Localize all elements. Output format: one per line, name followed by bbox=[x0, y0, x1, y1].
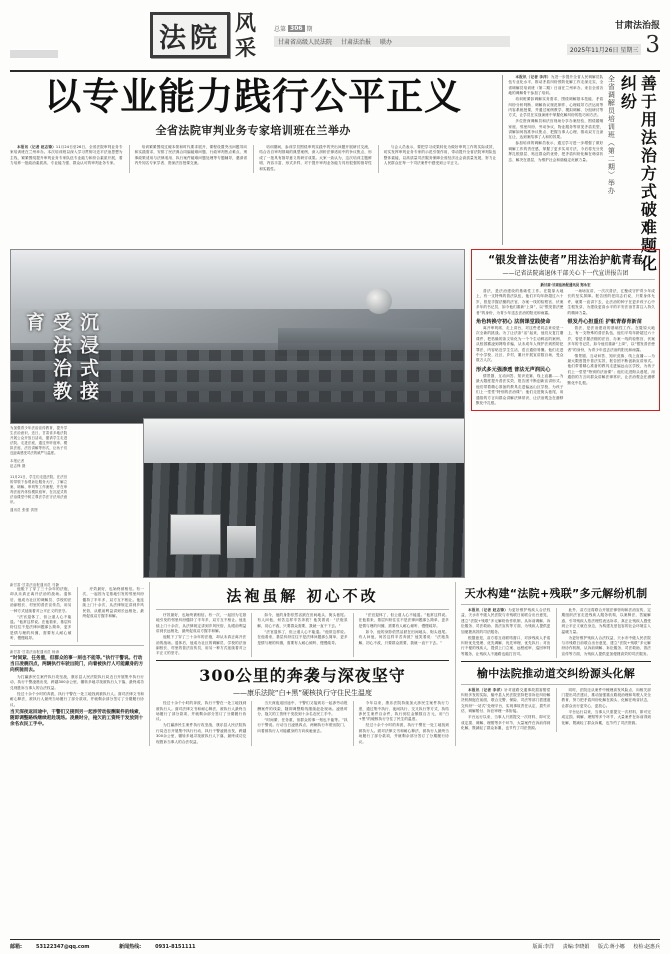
hotline-value: 0931-8151111 bbox=[155, 944, 196, 950]
sponsor-bar bbox=[274, 36, 510, 47]
featured-column-2 bbox=[568, 289, 656, 407]
right-para-1: 为进一步提升全省人民调解员队伍专业化水平，推动矛盾纠纷预防化解工作走深走实，全省调解员培训班（第二期）日前在兰州举办，来自全省各地的调解骨干参加了培训。 bbox=[508, 75, 604, 96]
page-footer bbox=[10, 939, 660, 950]
issue-number: 306 bbox=[290, 25, 303, 32]
footer-divider bbox=[10, 939, 660, 940]
credit-2: 责编:李晓娟 bbox=[562, 944, 590, 950]
featured-headline: “银发普法使者”用法治护航青春 bbox=[488, 254, 643, 266]
fapao-divider bbox=[156, 609, 449, 610]
featured-body-4 bbox=[568, 289, 656, 316]
paper-name: 甘肃法治报 bbox=[614, 21, 660, 31]
publication-date: 2025年11月26日 星期三 bbox=[567, 44, 641, 55]
right-para-4: 参加培训的调解员表示，通过学习进一步增强了做好调解工作的责任感，掌握了更多实用方法，今后将充分发挥扎根基层、贴近群众的优势，把矛盾纠纷化解在萌芽状态、解决在基层，为维护社会和谐稳定贡献力量。 bbox=[508, 141, 604, 162]
issue-unit: 期 bbox=[306, 26, 313, 33]
jsl-mid-para-4: “时间紧、任务重，但群众的事一刻也不能等。”执行干警说。行动当日凌晨四点，两辆执行车驶出院门，向着被执行人可能藏身的方向疾驰而去。 bbox=[257, 717, 348, 733]
featured-columns bbox=[476, 289, 655, 407]
photo-group bbox=[10, 249, 465, 578]
jsl-mid-col-3 bbox=[353, 701, 449, 745]
photo-overlay-title: 沉浸式接受法治教育 bbox=[23, 312, 99, 404]
tianshui-col-2 bbox=[556, 608, 652, 658]
fapao-mid-para-5: “法官退休了，但公道人心不能退。”他常这样说。在他看来，基层纠纷往往不是法律问题那么简单，更多是情与理的纠缠，需要有人耐心倾听、慢慢疏导。 bbox=[358, 613, 449, 628]
yuzhong-para-4: 平台运行以来，当事人只需提交一次材料，即可完成定损、调解、理赔等多个环节，大量案件在诉前得到化解，既减轻了群众诉累，也节约了司法资源。 bbox=[561, 709, 651, 725]
mid-story-divider bbox=[156, 660, 449, 661]
jsl-subhead: ——康乐法院“白+黑”硬核执行守住民生温度 bbox=[232, 689, 373, 698]
email-label: 邮箱: bbox=[10, 944, 22, 950]
jsl-para-2: 经过十余个小时的奔波，执行干警在一处工地找到被执行人。面对法律文书和耐心释法，被执行人最终当场履行了部分款项，并就剩余部分签订了分期履行协议。 bbox=[10, 691, 144, 707]
fapao-para-1: 他脱下了穿了三十余年的法袍，却从未真正离开法治的战场。退休后，他成为社区的调解员、学校的法治副校长、村里的普法宣传员，用另一种方式延续着对公平正义的坚守。 bbox=[10, 587, 72, 613]
credit-3: 版式:蒋小娜 bbox=[598, 944, 625, 950]
fapao-mid-col-3 bbox=[353, 613, 449, 657]
yuzhong-para-3: 同时，法院还从案件中梳理高发风险点，向相关部门提出司法建议，推动加强重点路段治理和驾驶人安全教育，努力把矛盾纠纷化解在源头、化解在萌芽状态，让群众出行更安心、更放心。 bbox=[561, 687, 651, 708]
masthead-info bbox=[274, 24, 510, 47]
sponsor-1: 甘肃省高级人民法院 bbox=[278, 39, 333, 46]
featured-para-5: 普法，是法治建设的基础性工作。在陇原大地上，有一支特殊的普法队伍，他们平均年龄超过六十岁，曾是手握法槌的法官、办案一线的检察官、伏案多年的书记员，如今他们重新“上岗”，以“银发普法使者”的身份，为青少年送去法治的阳光和雨露。 bbox=[567, 326, 655, 352]
jsl-mid-col-1 bbox=[156, 701, 246, 745]
featured-body-2 bbox=[476, 326, 564, 364]
fapao-mid-col-2 bbox=[251, 613, 347, 657]
lead-byline: 本报讯（记者 赵志锋） bbox=[17, 145, 56, 149]
yuzhong-columns bbox=[461, 688, 651, 732]
caption-bottom: 11月21日，学生们走进法院，在法官的带领下参观诉讼服务大厅，了解立案、调解、审判等工作流程，并在审判法庭内体验模拟庭审，在沉浸式的法治课堂中树立尊法学法守法用法意识。 bbox=[10, 475, 68, 504]
jsl-left-body bbox=[10, 675, 144, 708]
tianshui-para-3: 此外，双方还将联合开展法律咨询和法治宣传，定期组织法官走进残疾人服务机构，以案释法、答疑解惑，引导残疾人依法理性表达诉求，真正让残疾人感受到公平正义就在身边，为构建友爱包容的社会环境注入温暖力量。 bbox=[561, 608, 651, 634]
yuzhong-divider bbox=[461, 684, 651, 685]
sponsor-2: 甘肃法治报 bbox=[341, 39, 372, 46]
logo-side-char-2: 采 bbox=[235, 35, 256, 60]
red-bordered-box bbox=[471, 249, 660, 411]
photo-wall bbox=[144, 419, 464, 463]
featured-section-title-2: 形式多元强渗透 普法无声润民心 bbox=[476, 366, 551, 373]
lower-right-column bbox=[455, 582, 651, 746]
lower-section bbox=[10, 582, 660, 746]
fapao-mid-para-3: 如今，他的身影依然活跃在田间地头、街头巷尾。有人问他，何苦这样辛苦奔波？他笑着说：“法袍虽解，初心不改，只要群众需要，我就一直干下去。” bbox=[257, 613, 348, 628]
lower-middle-column bbox=[150, 582, 455, 746]
sponsor-3: 联办 bbox=[380, 39, 393, 46]
lead-para-1: 11月24日至26日，全省法院审判业务专家培训班在兰州举办。本次培训班以深入学习贯彻习近平法治思想为主线，紧紧围绕提升审判业务专家队伍专业能力和综合素质开展，着力培养一批政治素质高、专业能力强、群众认可的审判业务专家。 bbox=[10, 145, 123, 166]
issue-label: 总第 bbox=[274, 26, 287, 33]
issue-line bbox=[274, 24, 510, 33]
tianshui-para-1: 为更好维护残疾人合法权益，天水市中级人民法院与市残联日前联合出台意见，建立“法院+残联”多元解纷协作机制，从诉前调解、诉讼服务、司法救助、普法宣传等方面，为残疾人提供更加便捷高效的司法服务。 bbox=[461, 608, 551, 634]
jsl-subsection: “时间紧、任务重，但群众的事一刻也不能等。”执行干警说。行动当日凌晨四点，两辆执行车驶出院门，向着被执行人可能藏身的方向疾驰而去。 bbox=[10, 656, 144, 674]
lead-column-1 bbox=[10, 145, 123, 173]
caption-credit-1: 本报记者 bbox=[10, 459, 25, 463]
right-byline: 本报讯（记者 李洋） bbox=[515, 75, 551, 79]
lower-left-column bbox=[10, 582, 150, 746]
lead-column-2 bbox=[129, 145, 248, 173]
fapao-para-3: 疗效最好，也始终被相信。有一次，一起因为宅基地引发的邻里纠纷僵持了半年多，双方互不相让。他连续上门十余次，从法律规定讲到乡风民俗，从眼前利益讲到长远相处，最终促成双方握手和解。 bbox=[82, 587, 144, 619]
right-para-2: 培训班紧扣调解实务需求，围绕调解基本技能、矛盾纠纷分析判断、调解协议规范制作、心理疏导方法运用等内容系统授课，并通过案例教学、模拟调解、分组研讨等方式，让学员在实战演练中掌握化解纠纷的技巧和方法。 bbox=[508, 97, 604, 118]
tianshui-byline: 本报讯（记者 赵志锋） bbox=[468, 608, 509, 612]
featured-para-3: 情景剧、互动问答、知识竞赛、线上直播……为最大限度提升普法实效，报告团不断创新宣讲形式。他们带着精心准备的教具走进偏远山区学校，为孩子们上一堂堂“特别的法治课”；他们走进街头巷尾，用通俗的方言向群众讲解法律常识，让法治观念在潜移默化中扎根。 bbox=[476, 373, 564, 405]
fapao-left-cols bbox=[10, 587, 144, 642]
courtroom-photo bbox=[10, 249, 465, 424]
jsl-mid-para-3: 当天深夜返回途中，干警们又接到另一起涉劳动报酬案件的线索，随即调整路线继续赶赴现场。凌晨时分，拖欠的工资终于发放到十余名农民工手中。 bbox=[257, 701, 348, 717]
caption-top: 为加强青少年法治宣传教育，提升学生法治意识，近日，甘肃省多地法院开展公众开放日活动，邀请学生走进法院、走进法庭，通过旁听庭审、模拟法庭、法官讲解等形式，让孩子们近距离感受司法的威严与温度。 bbox=[10, 426, 68, 455]
fapao-mid-col-1 bbox=[156, 613, 246, 657]
featured-para-6: 情景剧、互动问答、知识竞赛、线上直播……为最大限度提升普法实效，报告团不断创新宣讲形式。他们带着精心准备的教具走进偏远山区学校，为孩子们上一堂堂“特别的法治课”；他们走进街头巷尾，用通俗的方言向群众讲解法律常识，让法治观念在潜移默化中扎根。 bbox=[567, 353, 655, 385]
jsl-headline: 300公里的奔袭与深夜坚守 bbox=[199, 666, 406, 686]
logo-main-text: 法院 bbox=[159, 22, 221, 54]
footer-credits bbox=[525, 943, 660, 950]
credit-4: 校检:赵惠兵 bbox=[633, 944, 660, 950]
featured-body-5 bbox=[568, 326, 656, 386]
publication-logo bbox=[150, 6, 256, 64]
right-story-text bbox=[508, 75, 603, 245]
photo-banner-2 bbox=[227, 526, 256, 558]
fapao-col-b bbox=[77, 587, 145, 642]
photo-ceiling bbox=[11, 250, 464, 309]
yuzhong-headline: 榆中法院推动道交纠纷源头化解 bbox=[476, 666, 636, 680]
lead-column-4 bbox=[378, 145, 497, 173]
caption-top-text bbox=[10, 426, 71, 578]
tianshui-columns bbox=[461, 608, 651, 658]
lead-columns bbox=[10, 145, 496, 173]
caption-credit-3: 通讯员 张强 供图 bbox=[10, 508, 38, 512]
lead-subhead: 全省法院审判业务专家培训班在兰举办 bbox=[155, 124, 351, 137]
logo-side-char-1: 风 bbox=[235, 10, 256, 35]
right-para-3: 多位资深调解员和法官现场分享办案经验，围绕婚姻家庭、邻里纠纷、劳动争议、物业服务等常见矛盾类型，讲解如何找准争议焦点、把握当事人心理、推动双方互谅互让，达到案结事了人和的效果。 bbox=[508, 119, 604, 140]
hotline-label: 新闻热线: bbox=[119, 944, 142, 950]
masthead bbox=[10, 6, 660, 68]
fapao-mid-para-2: 他脱下了穿了三十余年的法袍，却从未真正离开法治的战场。退休后，他成为社区的调解员、学校的法治副校长、村里的普法宣传员，用另一种方式延续着对公平正义的坚守。 bbox=[156, 635, 247, 656]
vertical-subhead: 全省调解员培训班（第二期）举办 bbox=[607, 75, 616, 195]
email-contact[interactable] bbox=[10, 944, 104, 950]
featured-para-1: 普法，是法治建设的基础性工作。在陇原大地上，有一支特殊的普法队伍，他们平均年龄超过六十岁，曾是手握法槌的法官、办案一线的检察官、伏案多年的书记员，如今他们重新“上岗”，以“银发普法使者”的身份，为青少年送去法治的阳光和雨露。 bbox=[476, 289, 564, 315]
featured-para-2: 离开审判席，走上讲台，对这些老同志来说是一次全新的挑战。为了让法条“活”起来，他们反复打磨课件，把枯燥的条文转化为一个个生动鲜活的案例，从校园霸凌到网络诈骗，从未成年人保护法到预防犯罪法，内容贴近学生生活，语言通俗易懂。他们走进中小学校、社区、乡村，累计开展宣讲数百场，受众数万人次。 bbox=[476, 326, 564, 363]
footer-row bbox=[10, 943, 660, 950]
featured-article bbox=[471, 249, 660, 578]
yuzhong-col-1 bbox=[461, 688, 551, 732]
fapao-mid-para-1: 疗效最好，也始终被相信。有一次，一起因为宅基地引发的邻里纠纷僵持了半年多，双方互不相让。他连续上门十余次，从法律规定讲到乡风民俗，从眼前利益讲到长远相处，最终促成双方握手和解。 bbox=[156, 613, 247, 634]
jsl-mid-para-2: 为打赢涉民生案件执行攻坚战，康乐县人民法院执行局近日开展集中执行行动，执行干警凌晨出发，跨越300余公里，辗转多地寻找被执行人下落，最终成功兑现胜诉当事人的合法权益。 bbox=[156, 723, 247, 744]
lead-para-2: 培训紧紧围绕过硬本领和时代要求展开，课程设置突出问题导向和实践需求，安排了民法典合同编疑难问题、行政审判热点难点、刑事政策适用与法律适用、执行案件疑难问题处理等专题辅导，邀请省内外知名专家学者、资深法官授课交流。 bbox=[134, 145, 248, 166]
featured-para-4: 一场场宣讲，一次次普法，汇聚成守护青少年成长的坚实屏障。报告团的老同志们说，只要身体允许，就要一直讲下去，让法治的种子在更多孩子心中生根发芽，为建设更高水平的平安法治甘肃注入持久的精神力量。 bbox=[567, 289, 655, 315]
jsl-mid-para-1: 经过十余个小时的奔波，执行干警在一处工地找到被执行人。面对法律文书和耐心释法，被执行人最终当场履行了部分款项，并就剩余部分签订了分期履行协议。 bbox=[156, 701, 247, 722]
yuzhong-para-2: 平台运行以来，当事人只需提交一次材料，即可完成定损、调解、理赔等多个环节，大量案件在诉前得到化解，既减轻了群众诉累，也节约了司法资源。 bbox=[461, 715, 551, 730]
jsl-mid-para-5: 今年以来，康乐法院持续加大涉民生案件执行力度，通过集中执行、夜间执行、交叉执行等方式，执结涉民生案件百余件，执行到位金额数百万元，用“白+黑”的硬核执行守住了民生的温度。 bbox=[358, 701, 449, 722]
logo-side-text bbox=[235, 10, 256, 60]
lead-column-3 bbox=[253, 145, 372, 173]
fapao-mid-para-6: 如今，他的身影依然活跃在田间地头、街头巷尾。有人问他，何苦这样辛苦奔波？他笑着说：“法袍虽解，初心不改，只要群众需要，我就一直干下去。” bbox=[358, 629, 449, 645]
open-day-photo bbox=[143, 418, 465, 578]
page-title: 以专业能力践行公平正义 bbox=[44, 75, 463, 118]
featured-subhead: ——记省法院离退休干部关心下一代宣讲报告团 bbox=[476, 268, 655, 280]
photo-caption-row bbox=[10, 426, 465, 578]
jsl-columns bbox=[156, 701, 449, 745]
lead-para-3: 培训期间，参训学员围绕审判实践中的突出问题开展研讨交流，结合各自审判领域的典型案例，深入剖析法律适用中的争议焦点，形成了一批具有指导意义的研讨成果。大家一致认为，这次培训主题鲜明、内容丰富、形式多样，对于提升审判业务能力具有很强的指导性和实践性。 bbox=[259, 145, 372, 171]
featured-byline: 新甘肃·甘肃法治报通讯员 郑永宏 bbox=[540, 283, 591, 287]
footer-contact bbox=[10, 943, 223, 950]
featured-section-title-3: 银发丹心担重任 护航青春育新苗 bbox=[567, 319, 642, 326]
credit-1: 版面:李洋 bbox=[532, 944, 555, 950]
fapao-byline: 新甘肃·甘肃法治报通讯员 马静 bbox=[10, 583, 60, 587]
featured-column-1 bbox=[476, 289, 564, 407]
yuzhong-para-1: 针对道路交通事故损害赔偿纠纷多发的实际，榆中县人民法院坚持把非诉讼纠纷解决机制挺在前面，联合交警、保险、司法等部门搭建道交纠纷“一站式”处理平台，实现事故责任认定、损失评估、调解赔付、诉讼审理一体衔接。 bbox=[461, 687, 551, 714]
tianshui-col-1 bbox=[461, 608, 551, 658]
fapao-mid-para-4: “法官退休了，但公道人心不能退。”他常这样说。在他看来，基层纠纷往往不是法律问题那么简单，更多是情与理的纠缠，需要有人耐心倾听、慢慢疏导。 bbox=[257, 629, 348, 645]
featured-section-title-1: 角色转换守初心 法润课堂践使命 bbox=[476, 319, 551, 326]
fapao-col-a bbox=[10, 587, 72, 642]
logo-box bbox=[150, 12, 230, 58]
lower-left-divider bbox=[10, 645, 144, 646]
masthead-right bbox=[510, 18, 660, 58]
email-value: 53122347@qq.com bbox=[36, 944, 90, 950]
page-number: 3 bbox=[645, 32, 660, 58]
court-emblem-icon bbox=[366, 288, 392, 314]
hotline-contact[interactable] bbox=[119, 944, 209, 950]
jsl-para-1: 为打赢涉民生案件执行攻坚战，康乐县人民法院执行局近日开展集中执行行动，执行干警凌晨出发，跨越300余公里，辗转多地寻找被执行人下落，最终成功兑现胜诉当事人的合法权益。 bbox=[10, 675, 144, 690]
tianshui-para-2: 根据意见，双方将互设联络窗口，对涉残疾人矛盾纠纷优先受理、优先调解、优先审理、优先执行；对出行不便的残疾人，提供上门立案、远程庭审、巡回审判等服务，让残疾人不跑路也能打官司。 bbox=[461, 635, 551, 656]
caption-credit-2: 赵志锋 摄 bbox=[10, 464, 26, 468]
featured-body-3 bbox=[476, 374, 564, 406]
featured-body-1 bbox=[476, 289, 564, 316]
fapao-para-2: “法官退休了，但公道人心不能退。”他常这样说。在他看来，基层纠纷往往不是法律问题那么简单，更多是情与理的纠缠，需要有人耐心倾听、慢慢疏导。 bbox=[10, 614, 72, 641]
right-story-divider bbox=[461, 661, 651, 662]
tianshui-headline: 天水构建“法院+残联”多元解纷机制 bbox=[464, 587, 648, 600]
photo-banner-1 bbox=[170, 514, 221, 555]
tianshui-para-4: 为更好维护残疾人合法权益，天水市中级人民法院与市残联日前联合出台意见，建立“法院+残联”多元解纷协作机制，从诉前调解、诉讼服务、司法救助、普法宣传等方面，为残疾人提供更加便捷高效的司法服务。 bbox=[561, 635, 651, 656]
date-page-wrap bbox=[510, 32, 660, 58]
vertical-headline-wrap bbox=[606, 75, 658, 273]
jsl-byline: 新甘肃·甘肃法治报通讯员 杨涛 bbox=[10, 650, 60, 655]
fapao-columns bbox=[156, 613, 449, 657]
jsl-subsection-2: 当天深夜返回途中，干警们又接到另一起涉劳动报酬案件的线索，随即调整路线继续赶赴现场。凌晨时分，拖欠的工资终于发放到十余名农民工手中。 bbox=[10, 710, 144, 727]
vertical-headline: 善于用法治方式破难题化纠纷 bbox=[618, 75, 658, 273]
lead-story bbox=[10, 75, 502, 245]
tianshui-divider bbox=[461, 604, 651, 605]
middle-section bbox=[10, 249, 660, 578]
lead-para-4: 与会人员表示，要把学习成果转化为做好审判工作的实际成效，切实发挥审判业务专家的示范引领作用，带动提升全省法院审判队伍整体素能，以高质量司法服务保障全省经济社会高质量发展，努力让人民群众在每一个司法案件中感受到公平正义。 bbox=[383, 145, 497, 166]
yuzhong-byline: 本报讯（记者 李洋） bbox=[468, 687, 505, 692]
masthead-left-rule bbox=[10, 50, 58, 58]
masthead-divider bbox=[10, 70, 660, 72]
yuzhong-col-2 bbox=[556, 688, 652, 732]
fapao-headline: 法袍虽解 初心不改 bbox=[226, 587, 379, 605]
jsl-mid-para-6: 经过十余个小时的奔波，执行干警在一处工地找到被执行人。面对法律文书和耐心释法，被执行人最终当场履行了部分款项，并就剩余部分签订了分期履行协议。 bbox=[358, 723, 449, 744]
jsl-mid-col-2 bbox=[251, 701, 347, 745]
right-col-1 bbox=[508, 75, 603, 163]
